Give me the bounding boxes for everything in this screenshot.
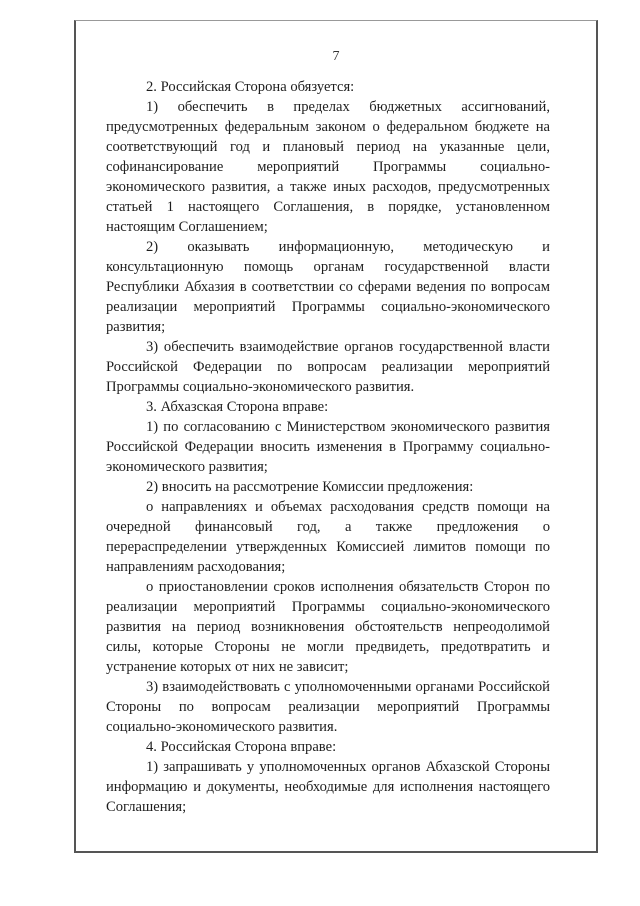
section-heading-russian-obligations: 2. Российская Сторона обязуется: [146,79,355,95]
paragraph-russian-obligation-2: 2) оказывать информационную, методическую и консультационную помощь органам государственной власти Республики Абхазия в соответствии со сферами ведения по вопросам реализации мероприятий Программы социально-экономического развития; [106,239,550,335]
paragraph-abkhaz-right-3: 3) взаимодействовать с уполномоченными органами Российской Стороны по вопросам реализации мероприятий Программы социально-экономического развития. [106,679,550,735]
document-page [74,20,598,853]
paragraph-abkhaz-right-2: 2) вносить на рассмотрение Комиссии предложения: [146,479,474,495]
page-number: 7 [332,49,340,64]
paragraph-russian-obligation-3: 3) обеспечить взаимодействие органов государственной власти Российской Федерации по вопросам реализации мероприятий Программы социально-экономического развития. [106,339,550,395]
paragraph-russian-right-1: 1) запрашивать у уполномоченных органов Абхазской Стороны информацию и документы, необходимые для исполнения настоящего Соглашения; [106,759,550,815]
paragraph-proposal-funding: о направлениях и объемах расходования средств помощи на очередной финансовый год, а также предложения о перераспределении утвержденных Комиссией лимитов помощи по направлениям расходования; [106,499,550,575]
section-heading-russian-rights: 4. Российская Сторона вправе: [146,739,337,755]
section-heading-abkhaz-rights: 3. Абхазская Сторона вправе: [146,399,329,415]
paragraph-abkhaz-right-1: 1) по согласованию с Министерством экономического развития Российской Федерации вносить изменения в Программу социально-экономического развития; [106,419,550,475]
paragraph-proposal-suspension: о приостановлении сроков исполнения обязательств Сторон по реализации мероприятий Программы социально-экономического развития на период возникновения обстоятельств непреодолимой силы, которые Стороны не могли предвидеть, предотвратить и устранение которых от них не зависит; [106,579,550,675]
document-body [106,77,550,817]
paragraph-russian-obligation-1: 1) обеспечить в пределах бюджетных ассигнований, предусмотренных федеральным законом о федеральном бюджете на соответствующий год и плановый период на указанные цели, софинансирование мероприятий Программы социально-экономического развития, а также иных расходов, предусмотренных статьей 1 настоящего Соглашения, в порядке, установленном настоящим Соглашением; [106,99,550,235]
